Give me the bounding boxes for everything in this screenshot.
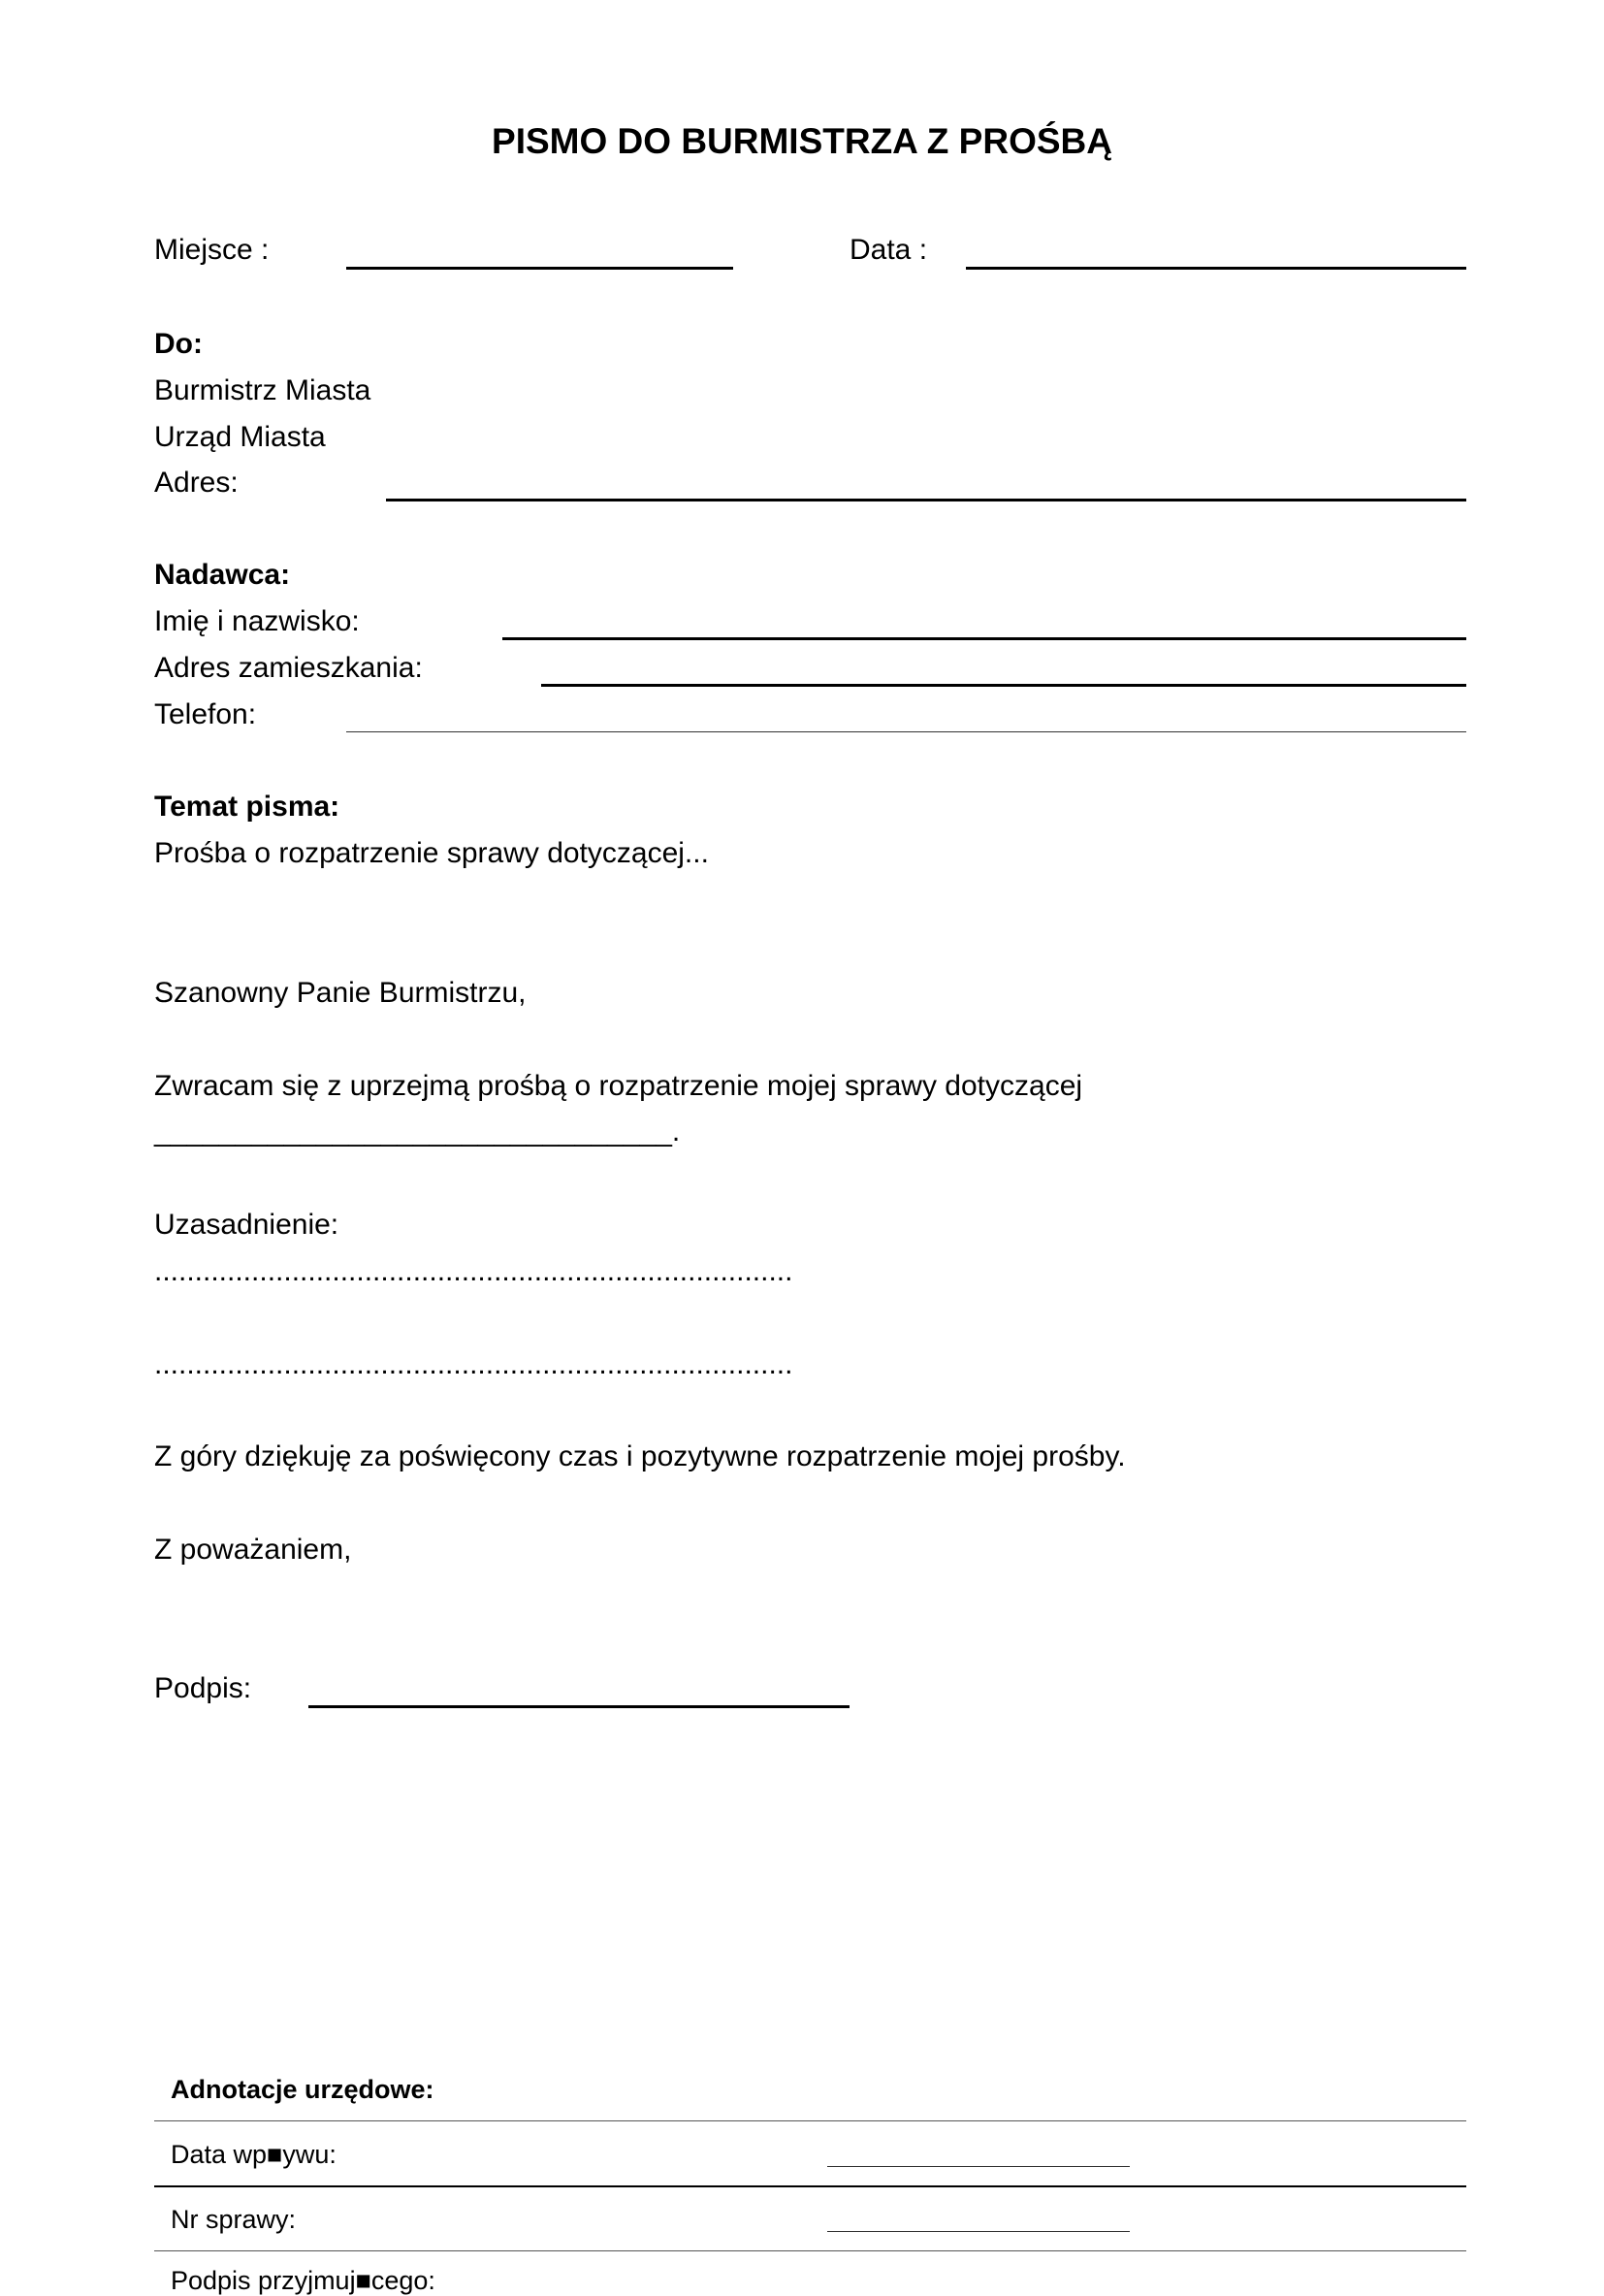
place-field[interactable] bbox=[346, 267, 733, 270]
date-label: Data : bbox=[850, 234, 928, 266]
signature-field[interactable] bbox=[308, 1705, 850, 1708]
sender-name-field[interactable] bbox=[502, 637, 1466, 640]
sender-address-field[interactable] bbox=[541, 684, 1466, 687]
closing-text: Z poważaniem, bbox=[154, 1534, 352, 1566]
receiver-signature-label: Podpis przyjmuj■cego: bbox=[171, 2266, 435, 2295]
date-field[interactable] bbox=[966, 267, 1466, 270]
case-number-label: Nr sprawy: bbox=[171, 2205, 297, 2234]
sender-address-label: Adres zamieszkania: bbox=[154, 652, 423, 684]
receipt-date-field[interactable] bbox=[827, 2166, 1130, 2167]
document-title: PISMO DO BURMISTRZA Z PROŚBĄ bbox=[492, 121, 1112, 161]
official-divider-1 bbox=[154, 2120, 1466, 2121]
recipient-address-field[interactable] bbox=[386, 499, 1466, 501]
request-blank[interactable]: ________________________________. bbox=[154, 1116, 681, 1148]
justification-dots-2[interactable]: ............................................................................... bbox=[154, 1348, 793, 1380]
official-divider-2 bbox=[154, 2185, 1466, 2187]
recipient-heading: Do: bbox=[154, 328, 203, 360]
recipient-line-1: Burmistrz Miasta bbox=[154, 374, 371, 406]
request-text: Zwracam się z uprzejmą prośbą o rozpatrzenie mojej sprawy dotyczącej bbox=[154, 1070, 1083, 1102]
official-divider-3 bbox=[154, 2250, 1466, 2251]
sender-heading: Nadawca: bbox=[154, 559, 291, 591]
place-label: Miejsce : bbox=[154, 234, 270, 266]
sender-name-label: Imię i nazwisko: bbox=[154, 605, 360, 637]
justification-dots-1[interactable]: ............................................................................... bbox=[154, 1255, 793, 1287]
salutation: Szanowny Panie Burmistrzu, bbox=[154, 977, 527, 1009]
subject-heading: Temat pisma: bbox=[154, 791, 340, 823]
official-heading: Adnotacje urzędowe: bbox=[171, 2075, 434, 2104]
justification-label: Uzasadnienie: bbox=[154, 1209, 339, 1241]
case-number-field[interactable] bbox=[827, 2231, 1130, 2232]
signature-label: Podpis: bbox=[154, 1672, 252, 1704]
recipient-address-label: Adres: bbox=[154, 467, 239, 499]
sender-phone-field[interactable] bbox=[346, 731, 1466, 732]
sender-phone-label: Telefon: bbox=[154, 698, 257, 730]
thanks-text: Z góry dziękuję za poświęcony czas i pozytywne rozpatrzenie mojej prośby. bbox=[154, 1440, 1126, 1472]
recipient-line-2: Urząd Miasta bbox=[154, 421, 326, 453]
subject-text: Prośba o rozpatrzenie sprawy dotyczącej... bbox=[154, 837, 709, 869]
receipt-date-label: Data wp■ywu: bbox=[171, 2140, 337, 2169]
